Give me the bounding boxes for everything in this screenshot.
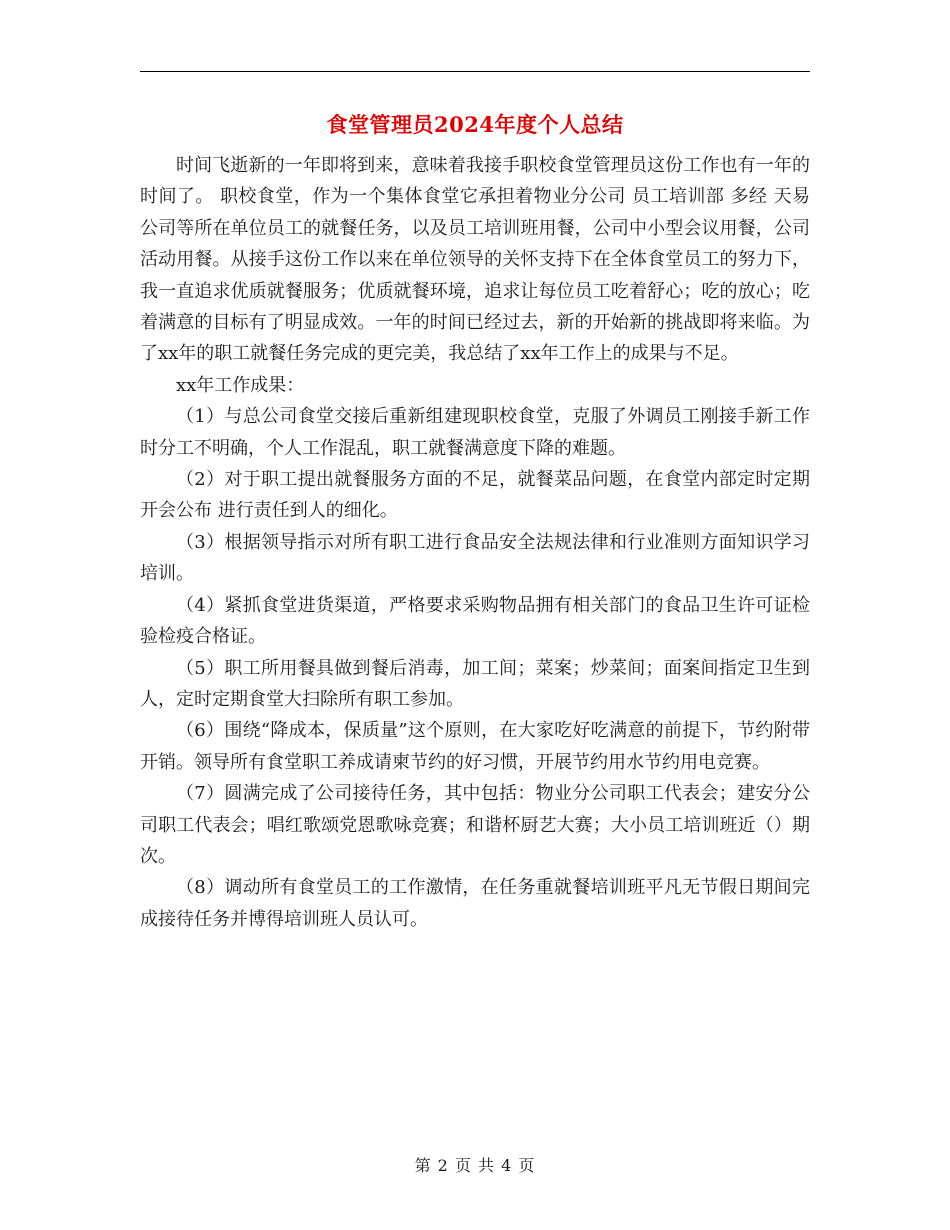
paragraph-item-8: （8）调动所有食堂员工的工作激情，在任务重就餐培训班平凡无节假日期间完成接待任务并博得培训班人员认可。 (140, 877, 810, 930)
paragraph-item-6: （6）围绕“降成本，保质量”这个原则，在大家吃好吃满意的前提下，节约附带开销。领导所有食堂职工养成请柬节约的好习惯，开展节约用水节约用电竞赛。 (140, 720, 810, 773)
page-number-footer: 第 2 页 共 4 页 (414, 1156, 536, 1175)
paragraph-item-7: （7）圆满完成了公司接待任务，其中包括：物业分公司职工代表会；建安分公司职工代表会；唱红歌颂党恩歌咏竞赛；和谐杯厨艺大赛；大小员工培训班近（）期次。 (140, 783, 810, 867)
paragraph-achievements-heading: xx年工作成果： (176, 374, 305, 396)
header-rule (140, 71, 810, 72)
paragraph-item-3: （3）根据领导指示对所有职工进行食品安全法规法律和行业准则方面知识学习培训。 (140, 531, 810, 585)
paragraph-item-1: （1）与总公司食堂交接后重新组建现职校食堂，克服了外调员工刚接手新工作时分工不明确，个人工作混乱，职工就餐满意度下降的难题。 (140, 406, 810, 459)
paragraph-intro: 时间飞逝新的一年即将到来，意味着我接手职校食堂管理员这份工作也有一年的时间了。 职校食堂，作为一个集体食堂它承担着物业分公司 员工培训部 多经 天易公司等所在单位员工的就餐任务，以及员工培训班用餐，公司中小型会议用餐，公司活动用餐。从接手这份工作以来在单位领导的关怀支持下在全体食堂员工的努力下，我一直追求优质就餐服务；优质就餐环境，追求让每位员工吃着舒心；吃的放心；吃着满意的目标有了明显成效。一年的时间已经过去，新的开始新的挑战即将来临。为了xx年的职工就餐任务完成的更完美，我总结了xx年工作上的成果与不足。 (140, 155, 810, 365)
document-title: 食堂管理员2024年度个人总结 (326, 112, 624, 137)
paragraph-item-4: （4）紧抓食堂进货渠道，严格要求采购物品拥有相关部门的食品卫生许可证检验检疫合格证。 (140, 594, 810, 648)
document-body (140, 150, 810, 935)
paragraph-item-5: （5）职工所用餐具做到餐后消毒，加工间；菜案；炒菜间；面案间指定卫生到人，定时定期食堂大扫除所有职工参加。 (140, 657, 810, 710)
paragraph-item-2: （2）对于职工提出就餐服务方面的不足，就餐菜品问题，在食堂内部定时定期开会公布 进行责任到人的细化。 (140, 469, 810, 522)
